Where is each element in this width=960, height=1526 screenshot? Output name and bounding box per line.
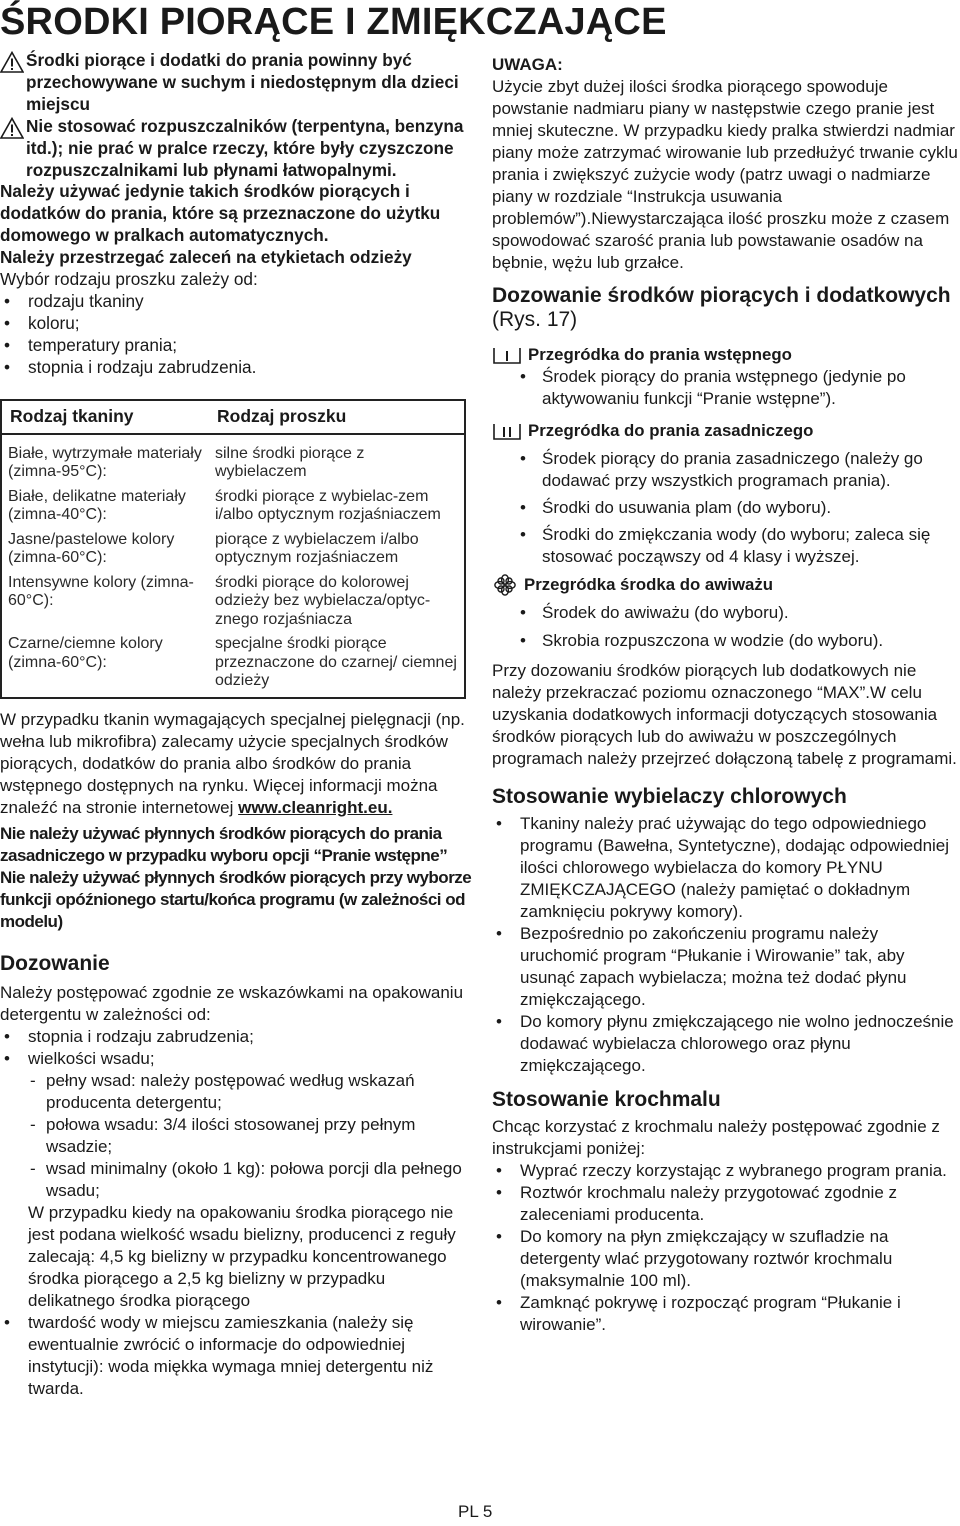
table-row bbox=[1, 528, 465, 571]
list-item: • stopnia i rodzaju zabrudzenia; bbox=[0, 1026, 472, 1048]
dosing-compartments-heading bbox=[492, 284, 960, 332]
list-item: • wielkości wsadu; bbox=[0, 1048, 472, 1070]
choice-intro: Wybór rodzaju proszku zależy od: bbox=[0, 269, 258, 290]
softener-flower-icon bbox=[492, 574, 518, 596]
chlorine-heading: Stosowanie wybielaczy chlorowych bbox=[492, 785, 847, 808]
list-item: - połowa wsadu: 3/4 ilości stosowanej przy pełnym wsadzie; bbox=[28, 1114, 472, 1158]
compartment-items bbox=[492, 602, 960, 652]
page-title: ŚRODKI PIORĄCE I ZMIĘKCZAJĄCE bbox=[0, 1, 667, 43]
table-header-row bbox=[1, 400, 465, 434]
dosing-heading: Dozowanie bbox=[0, 951, 110, 975]
chlorine-list bbox=[492, 813, 960, 1077]
table-cell: Intensywne kolory (zimna-60°C): bbox=[8, 573, 194, 610]
list-item: • Środek piorący do prania wstępnego (jedynie po aktywowaniu funkcji “Pranie wstępne”). bbox=[542, 366, 960, 410]
compartment-items bbox=[492, 448, 960, 568]
dosing-list bbox=[0, 1026, 472, 1070]
special-care-text bbox=[0, 709, 472, 819]
table-row bbox=[1, 571, 465, 633]
max-level-text: Przy dozowaniu środków piorących lub dodatkowych nie należy przekraczać poziomu oznaczonego “MAX”.W celu uzyskania dodatkowych informacji dotyczących stosowania środków piorących lub do awiważu w poszczególnych programach należy przejrzeć dołączoną tabelę z programami. bbox=[492, 661, 957, 768]
list-item: • Wyprać rzeczy korzystając z wybranego program prania. bbox=[492, 1160, 960, 1182]
list-item: • Środek piorący do prania zasadniczego (należy go dodawać przy wszystkich programach prania). bbox=[542, 448, 960, 492]
starch-heading: Stosowanie krochmalu bbox=[492, 1088, 721, 1111]
compartment-items bbox=[492, 366, 960, 410]
table-cell: silne środki piorące z wybielaczem bbox=[215, 444, 365, 481]
load-size-list bbox=[0, 1070, 472, 1202]
liquid-detergent-warning: Nie należy używać płynnych środków piorących do prania zasadniczego w przypadku wyboru opcji “Pranie wstępne” Nie należy używać płynnych środków piorących przy wyborze funkcji opóźnionego startu/końca programu (w zależności od modelu) bbox=[0, 823, 472, 931]
dosing-intro: Należy postępować zgodnie ze wskazówkami na opakowaniu detergentu w zależności od: bbox=[0, 982, 464, 1024]
prewash-compartment-icon bbox=[492, 345, 522, 365]
list-item: - pełny wsad: należy postępować według wskazań producenta detergentu; bbox=[28, 1070, 472, 1114]
table-cell: Czarne/ciemne kolory (zimna-60°C): bbox=[8, 635, 163, 671]
list-item: • Środki do zmiękczania wody (do wyboru; zaleca się stosować począwszy od 4 klasy i wyższej. bbox=[542, 524, 960, 568]
compartment-title: Przegródka środka do awiważu bbox=[524, 575, 773, 594]
starch-list bbox=[492, 1160, 960, 1336]
list-item: • stopnia i rodzaju zabrudzenia. bbox=[0, 357, 472, 379]
detergent-table bbox=[0, 399, 466, 699]
list-item: • twardość wody w miejscu zamieszkania (należy się ewentualnie zwrócić o informacje do odpowiedniej instytucji): woda miękka wymaga mniej detergentu niż twarda. bbox=[0, 1312, 472, 1400]
list-item: • Roztwór krochmalu należy przygotować zgodnie z zaleceniami producenta. bbox=[492, 1182, 960, 1226]
table-cell: piorące z wybielaczem i/albo optycznym rozjaśniaczem bbox=[215, 530, 419, 567]
warning-solvents bbox=[0, 116, 472, 182]
warning-triangle-icon bbox=[0, 117, 24, 139]
left-column bbox=[0, 50, 472, 1400]
dosing-compartments-title: Dozowanie środków piorących i dodatkowych bbox=[492, 284, 951, 307]
uwaga-label: UWAGA: bbox=[492, 55, 563, 74]
list-item: • Zamknąć pokrywę i rozpocząć program “Płukanie i wirowanie”. bbox=[492, 1292, 960, 1336]
compartment-main-wash bbox=[492, 420, 960, 568]
compartment-prewash-header bbox=[492, 344, 960, 366]
list-item: • Do komory na płyn zmiękczający w szufladzie na detergenty wlać przygotowany roztwór krochmalu (maksymalnie 100 ml). bbox=[492, 1226, 960, 1292]
warning-storage bbox=[0, 50, 472, 116]
compartment-main-wash-header bbox=[492, 420, 960, 442]
compartment-prewash bbox=[492, 344, 960, 410]
table-cell: Jasne/pastelowe kolory (zimna-60°C): bbox=[8, 530, 175, 567]
special-care-body: W przypadku tkanin wymagających specjalnej pielęgnacji (np. wełna lub mikrofibra) zalecamy użycie specjalnych środków piorących, dodatków do prania albo środków do prania wstępnego dostępnych na rynku. Więcej informacji można znaleźć na stronie internetowej bbox=[0, 709, 465, 817]
warning-solvents-text: Nie stosować rozpuszczalników (terpentyna, benzyna itd.); nie prać w pralce rzeczy, które były czyszczone rozpuszczalnikami lub płynami łatwopalnymi. bbox=[26, 115, 464, 180]
column-header-detergent: Rodzaj proszku bbox=[209, 400, 465, 434]
list-item: • Do komory płynu zmiękczającego nie wolno jednocześnie dodawać wybielacza chlorowego oraz płynu zmiękczającego. bbox=[492, 1011, 960, 1077]
starch-intro: Chcąc korzystać z krochmalu należy postępować zgodnie z instrukcjami poniżej: bbox=[492, 1117, 940, 1158]
main-wash-compartment-icon bbox=[492, 421, 522, 441]
warning-storage-text: Środki piorące i dodatki do prania powinny być przechowywane w suchym i niedostępnym dla dzieci miejscu bbox=[26, 50, 459, 114]
compartment-title: Przegródka do prania zasadniczego bbox=[528, 421, 814, 440]
table-row bbox=[1, 434, 465, 485]
list-item: • Bezpośrednio po zakończeniu programu należy uruchomić program “Płukanie i Wirowanie” tak, aby usunąć zapach wybielacza; można też dodać płynu zmiękczającego. bbox=[492, 923, 960, 1011]
column-header-fabric: Rodzaj tkaniny bbox=[1, 400, 209, 434]
list-item: • rodzaju tkaniny bbox=[0, 291, 472, 313]
list-item: - wsad minimalny (około 1 kg): połowa porcji dla pełnego wsadu; bbox=[28, 1158, 472, 1202]
figure-reference: (Rys. 17) bbox=[492, 308, 578, 331]
water-hardness-list bbox=[0, 1312, 472, 1400]
choice-list bbox=[0, 291, 472, 379]
cleanright-link[interactable]: www.cleanright.eu. bbox=[238, 797, 393, 817]
household-detergents-note: Należy używać jedynie takich środków piorących i dodatków do prania, które są przeznaczone do użytku domowego w pralkach automatycznych. bbox=[0, 181, 441, 246]
table-row bbox=[1, 485, 465, 528]
load-size-note: W przypadku kiedy na opakowaniu środka piorącego nie jest podana wielkość wsadu bielizny, producenci z reguły zalecają: 4,5 kg bielizny w przypadku koncentrowanego środka piorącego a 2,5 kg bielizny w przypadku delikatnego środka piorącego bbox=[28, 1202, 456, 1310]
compartment-softener-header bbox=[492, 574, 960, 596]
list-item: • temperatury prania; bbox=[0, 335, 472, 357]
warning-triangle-icon bbox=[0, 51, 24, 73]
page-number: PL 5 bbox=[458, 1502, 493, 1521]
table-cell: środki piorące do kolorowej odzieży bez wybielacza/optyc-znego rozjaśniacza bbox=[215, 573, 431, 628]
table-cell: Białe, wytrzymałe materiały (zimna-95°C): bbox=[8, 444, 202, 481]
table-cell: Białe, delikatne materiały (zimna-40°C): bbox=[8, 487, 186, 524]
list-item: • Środki do usuwania plam (do wyboru). bbox=[542, 497, 960, 519]
list-item: • Skrobia rozpuszczona w wodzie (do wyboru). bbox=[542, 630, 960, 652]
list-item: • Środek do awiważu (do wyboru). bbox=[542, 602, 960, 624]
list-item: • Tkaniny należy prać używając do tego odpowiedniego programu (Bawełna, Syntetyczne), dodając odpowiedniej ilości chlorowego wybielacza do komory PŁYNU ZMIĘKCZAJĄCEGO (należy pamiętać o dokładnym zamknięciu pokrywy komory). bbox=[492, 813, 960, 923]
uwaga-text: Użycie zbyt dużej ilości środka piorącego spowoduje powstanie nadmiaru piany w następstwie czego pranie jest mniej skuteczne. W przypadku kiedy pralka stwierdzi nadmiar piany może zatrzymać wirowanie lub przedłużyć trwanie cyklu prania i zwiększyć zużycie wody (patrz uwagi o nadmiarze piany w rozdziale “Instrukcja usuwania problemów”).Niewystarczająca ilość proszku może z czasem spowodować szarość prania lub powstawanie osadów na bębnie, wężu lub grzałce. bbox=[492, 77, 958, 272]
table-row bbox=[1, 632, 465, 698]
table-cell: specjalne środki piorące przeznaczone do czarnej/ ciemnej odzieży bbox=[215, 635, 457, 690]
compartment-title: Przegródka do prania wstępnego bbox=[528, 345, 792, 364]
care-labels-note: Należy przestrzegać zaleceń na etykietach odzieży bbox=[0, 247, 412, 268]
compartment-softener bbox=[492, 574, 960, 652]
table-cell: środki piorące z wybielac-zem i/albo optycznym rozjaśniaczem bbox=[215, 487, 441, 524]
list-item: • koloru; bbox=[0, 313, 472, 335]
right-column bbox=[492, 54, 960, 1336]
